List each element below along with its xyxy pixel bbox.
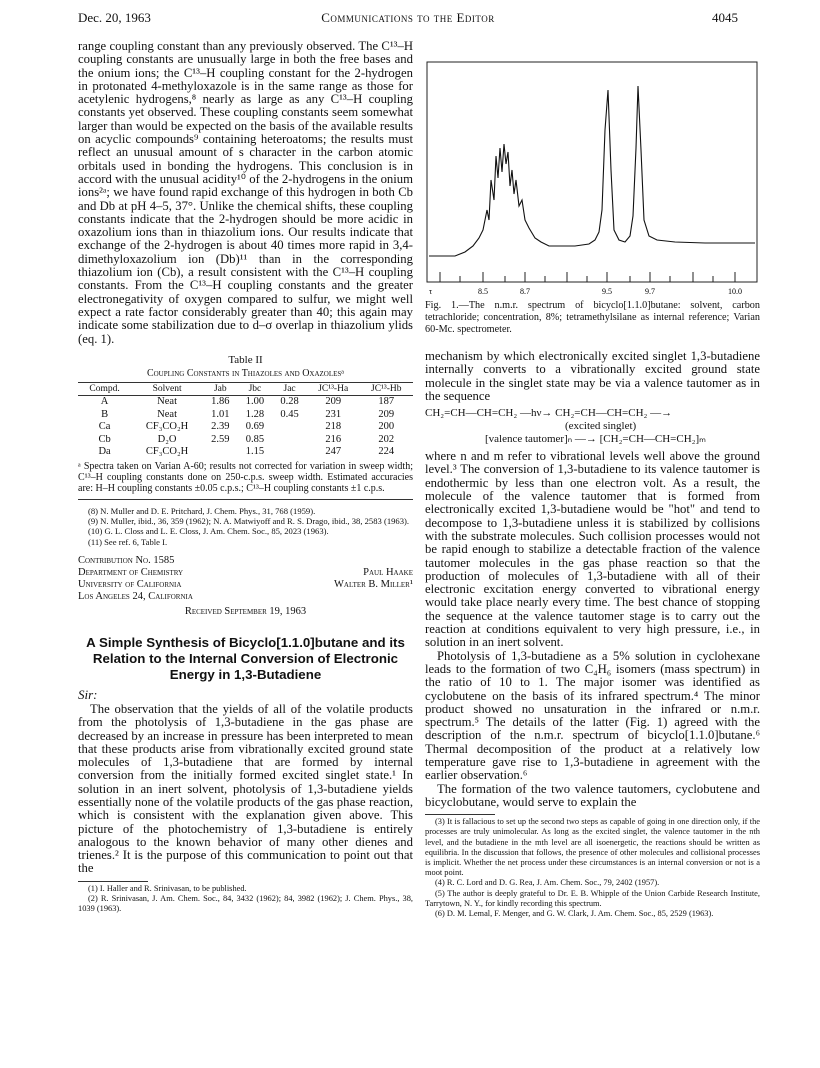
right-column (425, 296, 760, 919)
footnote-item: (4) R. C. Lord and D. G. Rea, J. Am. Chem. Soc., 79, 2402 (1957). (435, 878, 660, 888)
table-cell: 224 (378, 446, 395, 458)
coupling-constants-table (78, 382, 413, 459)
scheme-line-2: (excited singlet) (565, 420, 637, 433)
table-row (78, 434, 413, 447)
left-column (78, 40, 413, 914)
table-cell: Neat (157, 396, 177, 408)
table-cell: 216 (325, 433, 342, 445)
table-cell (272, 446, 307, 459)
footnote-rule (425, 814, 495, 815)
table-row (78, 446, 413, 459)
table-cell: 209 (378, 408, 395, 420)
table-cell: Ca (98, 421, 111, 433)
reference-item: (9) N. Muller, ibid., 36, 359 (1962); N. A. Matwiyoff and R. S. Drago, ibid., 38, 2583 (1963). (88, 516, 410, 527)
plot-frame (427, 62, 757, 282)
table-cell (272, 421, 307, 434)
nmr-figure (425, 60, 760, 295)
footnote-item: (2) R. Srinivasan, J. Am. Chem. Soc., 84, 3432 (1962); 84, 3982 (1962); J. Chem. Phys., 38, 1039 (1963). (78, 893, 413, 914)
reference-item: (8) N. Muller and D. E. Pritchard, J. Chem. Phys., 31, 768 (1959). (88, 505, 316, 516)
right-paragraph-2: where n and m refer to vibrational levels well above the ground level.³ The conversion of 1,3-butadiene to its valence tautomer is endothermic by less than one electron volt. As a result, the molecule of the valence tautomer that is formed from electronically excited 1,3-butadiene would be "hot" and tend to decompose to 1,3-butadiene unless it is stabilized by collisions with the substrate molecules. Such collision processes would not be rapid enough to stabilize a detectable fraction of the valence tautomer molecules in the gas phase reaction so that the production of molecules of 1,3-butadiene with all of their electronic excitation energy converted to vibrational energy would take place nearly every time. The best chance of stopping the sequence at the valence tautomer stage is to carry out the reaction at conditions equivalent to very high pressure, i.e., in solution in an inert solvent. (425, 449, 760, 650)
table-cell: 1.00 (245, 396, 265, 408)
authors (334, 567, 413, 591)
figure-caption: Fig. 1.—The n.m.r. spectrum of bicyclo[1.1.0]butane: solvent, carbon tetrachloride; concentration, 8%; tetramethylsilane as internal reference; Varian 60-Mc. spectrometer. (425, 300, 760, 335)
right-paragraph-4: The formation of the two valence tautomers, cyclobutene and bicyclobutane, would serve to explain the (425, 781, 760, 809)
table-header-cell: Compd. (78, 382, 131, 396)
table-header-cell: JC¹³-Hb (360, 382, 413, 396)
table-header-cell: Jbc (238, 382, 273, 396)
table-cell: 187 (378, 396, 395, 408)
right-paragraph-3: Photolysis of 1,3-butadiene as a 5% solution in cyclohexane leads to the formation of two C₄H₆ isomers (mass spectrum) in the ratio of 10 to 1. The major isomer was identified as cyclobutene on the basis of its infrared spectrum.⁴ The minor product showed no unsaturation in the infrared or n.m.r. spectrum.⁵ The details of the latter (Fig. 1) agreed with the description of the n.m.r. spectrum of bicyclo[1.1.0]butane.⁶ Thermal decomposition of the product at a relatively low temperature gave rise to 1,3-butadiene in agreement with the earlier observation.⁶ (425, 648, 760, 783)
header-date: Dec. 20, 1963 (78, 10, 151, 25)
header-journal: Communications to the Editor (321, 10, 495, 25)
table-cell: 1.15 (245, 446, 265, 458)
left-footnotes (78, 884, 413, 915)
nmr-spectrum-plot (425, 60, 760, 295)
running-header (78, 10, 738, 28)
tick-label: 9.5 (602, 287, 612, 295)
table-header-row (78, 382, 413, 396)
table-cell: CF₃CO₂H (145, 446, 189, 458)
axis-tau-label: τ (429, 287, 433, 295)
footnote-item: (3) It is fallacious to set up the second two steps as capable of going in one direction only, if the processes are truly unimolecular. As long as the excited singlet, the valence tautomer in the nth level, and the butadiene in the mth level are all isoenergetic, the reactions should be written as equilibria. In the discussion that follows, the presence of other molecules and collisional processes is implicit. Whether the net process under these circumstances is an internal conversion or not is a moot point. (425, 817, 760, 878)
tick-label: 10.0 (728, 287, 742, 295)
table-cell: 247 (325, 446, 342, 458)
table-cell: 2.59 (211, 433, 230, 445)
author-name: Walter B. Miller¹ (333, 578, 413, 590)
affiliation-line: University of California (78, 578, 182, 590)
table-cell (272, 434, 307, 447)
table-cell: 200 (378, 421, 395, 433)
left-paragraph-1: range coupling constant than any previously observed. The C¹³–H coupling constants are unusually large in both the free bases and the onium ions; the C¹³–H coupling constant for the 2-hydrogen in protonated 4-methyloxazole is in the same range as those for acetylenic hydrogens,⁸ nearly as large as any C¹³–H coupling constants yet observed. These coupling constants seem somewhat larger than would be expected on the basis of the available results on acyclic compounds⁹ containing heteroatoms; the results must reflect an unusual amount of s character in the carbon atomic orbitals used in bonding the hydrogens. This conclusion is in accord with the unusual acidity¹⁰ of the 2-hydrogens in the onium ions²ᵃ; we have found rapid exchange of this hydrogen in both Cb and Db at pH 4–5, 37°. Unlike the chemical shifts, these coupling constants indicate that the 2-hydrogen should be more acidic in oxazolium ions than in thiazolium ions. Our results indicate that exchange of the 2-hydrogen is about 40 times more rapid in 3,4-dimethyloxazolium ion (Db)¹¹ than in the corresponding thiazolium ion (Cb), a result consistent with the C¹³–H coupling constants. From the C¹³–H coupling constants and the greater electronegativity of oxygen compared to sulfur, we might well expect a rate factor considerably greater than 40; this again may indicate some stabilization due to d–σ overlap in thiazolium ylids (eq. 1). (78, 39, 413, 346)
scheme-line-3: [valence tautomer]ₙ —→ [CH₂=CH—CH=CH₂]ₘ (485, 433, 707, 446)
right-paragraph-1: mechanism by which electronically excited singlet 1,3-butadiene internally converts to a vibrationally excited ground state molecule in the singlet state may be via a valence tautomer as in the sequence (425, 349, 760, 403)
right-footnotes (425, 817, 760, 919)
header-page-number: 4045 (712, 10, 738, 25)
author-name: Paul Haake (363, 566, 413, 578)
left-body-text-2 (78, 703, 413, 876)
table-cell (203, 446, 238, 459)
table-header-cell: Solvent (131, 382, 203, 396)
table-cell: 2.39 (211, 421, 230, 433)
table-cell: Neat (157, 408, 177, 420)
table-cell: CF₃CO₂H (145, 421, 189, 433)
table-cell: B (101, 408, 109, 420)
affiliation-line: Department of Chemistry (78, 566, 184, 578)
tick-marks (440, 272, 735, 282)
right-body-text (425, 350, 760, 403)
left-paragraph-2: The observation that the yields of all of the volatile products from the photolysis of 1,3-butadiene in the gas phase are decreased by an increase in pressure has been interpreted to mean that these products arise from vibrationally excited ground state molecules of 1,3-butadiene that are formed by internal conversion from the initially formed excited singlet state.¹ In solution in an inert solvent, photolysis of 1,3-butadiene yields essentially none of the volatile products of the gas phase reaction, which is consistent with the explanation given above. This picture of the photochemistry of 1,3-butadiene is entirely analogous to the known behavior of many other dienes and trienes.² It is the purpose of this communication to point out that the (78, 701, 413, 876)
table-cell: 202 (378, 433, 395, 445)
table-cell: 209 (325, 396, 342, 408)
tick-label: 8.7 (520, 287, 530, 295)
footnote-item: (1) I. Haller and R. Srinivasan, to be published. (88, 883, 247, 893)
footnote-rule (78, 881, 148, 882)
footnote-item: (5) The author is deeply grateful to Dr. E. B. Whipple of the Union Carbide Research Institute, Tarrytown, N. Y., for kindly recording this spectrum. (425, 888, 760, 908)
salutation: Sir: (78, 686, 98, 702)
table-cell: 0.45 (280, 408, 299, 420)
table-header-cell: Jac (272, 382, 307, 396)
table-cell: 1.28 (245, 408, 265, 420)
table-cell: D₂O (157, 433, 177, 445)
affiliation-line: Los Angeles 24, California (78, 590, 193, 602)
received-date: Received September 19, 1963 (184, 605, 307, 617)
table-footnote: ᵃ Spectra taken on Varian A-60; results not corrected for variation in sweep width; C¹³–H coupling constants done on 250-c.p.s. sweep width. Estimated accuracies are: H–H coupling constants ±0.05 c.p.s.; C¹³–H coupling constants ±1 c.p.s. (78, 461, 413, 500)
table-cell: 231 (325, 408, 342, 420)
table-cell: A (100, 396, 109, 408)
table-cell: 218 (325, 421, 342, 433)
table-row (78, 421, 413, 434)
scheme-line-1: CH₂=CH—CH=CH₂ —hν→ CH₂=CH—CH=CH₂ —→ (425, 407, 673, 420)
tick-label: 8.5 (478, 287, 488, 295)
table-cell: Cb (98, 433, 111, 445)
table-caption: Coupling Constants in Thiazoles and Oxazolesᵃ (146, 367, 345, 379)
table-cell: 0.28 (280, 396, 299, 408)
contribution-block (78, 555, 413, 603)
table-header-cell: JC¹³-Ha (307, 382, 360, 396)
right-body-text-2 (425, 450, 760, 809)
reference-item: (10) G. L. Closs and L. E. Closs, J. Am. Chem. Soc., 85, 2023 (1963). (88, 526, 329, 537)
table-cell: 0.69 (245, 421, 265, 433)
table-cell: 1.86 (211, 396, 230, 408)
left-references (78, 506, 413, 547)
reaction-scheme (425, 407, 760, 446)
footnote-item: (6) D. M. Lemal, F. Menger, and G. W. Clark, J. Am. Chem. Soc., 85, 2529 (1963). (435, 909, 714, 919)
table-cell: Da (98, 446, 111, 458)
table-title: Table II (228, 353, 263, 366)
table-row (78, 409, 413, 422)
left-body-text (78, 40, 413, 346)
affiliation-line: Contribution No. 1585 (78, 554, 175, 566)
tick-label: 9.7 (645, 287, 655, 295)
table-cell: 0.85 (245, 433, 265, 445)
article-title: A Simple Synthesis of Bicyclo[1.1.0]butane and its Relation to the Internal Conversion of Electronic Energy in 1,3-Butadiene (86, 634, 405, 682)
nmr-trace (429, 86, 755, 256)
table-header-cell: Jab (203, 382, 238, 396)
table-row (78, 396, 413, 409)
reference-item: (11) See ref. 6, Table I. (88, 536, 168, 547)
table-cell: 1.01 (211, 408, 230, 420)
